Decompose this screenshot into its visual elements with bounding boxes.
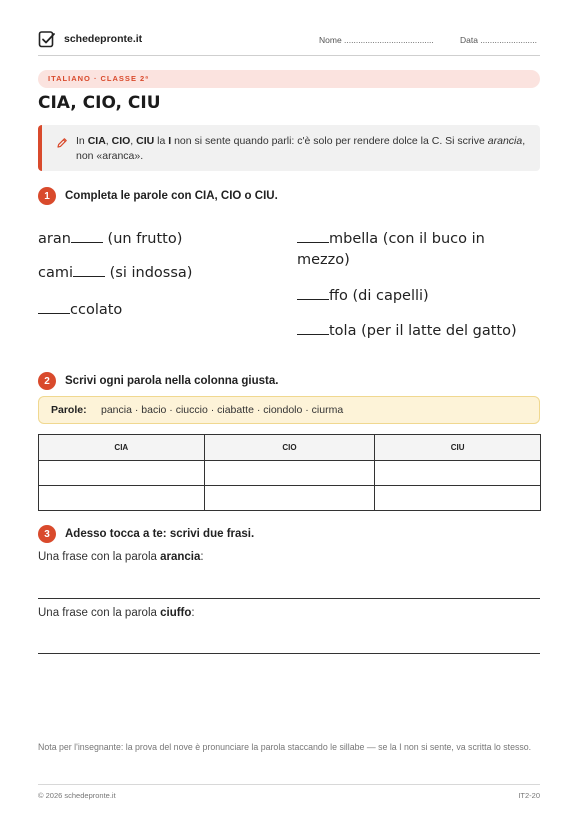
answer-blank[interactable] xyxy=(297,286,329,300)
exercise-1-heading xyxy=(38,187,278,205)
word-bank xyxy=(38,396,540,424)
answer-cell[interactable] xyxy=(39,486,205,511)
exercise-2-heading xyxy=(38,372,278,390)
column-header-cia: CIA xyxy=(39,435,205,461)
page-footer xyxy=(38,784,540,800)
sentence-prompt-1: Una frase con la parola arancia: xyxy=(38,551,204,563)
column-header-cio: CIO xyxy=(204,435,375,461)
sentence-prompt-2: Una frase con la parola ciuffo: xyxy=(38,607,195,619)
date-field[interactable]: Data ........................ xyxy=(460,35,537,45)
teacher-note: Nota per l'insegnante: la prova del nove è pronunciare la parola staccando le sillabe — se la I non si sente, va scritta lo stesso. xyxy=(38,742,532,752)
exercise-number-badge: 2 xyxy=(38,372,56,390)
subject-tag xyxy=(38,70,540,88)
rule-note xyxy=(38,125,540,171)
checklist-logo-icon xyxy=(38,30,56,48)
answer-blank[interactable] xyxy=(73,263,105,277)
answer-cell[interactable] xyxy=(39,461,205,486)
fill-word-4: mbella (con il buco in mezzo) xyxy=(297,231,485,268)
answer-cell[interactable] xyxy=(375,486,541,511)
answer-blank[interactable] xyxy=(297,229,329,243)
copyright: © 2026 schedepronte.it xyxy=(38,791,116,800)
table-row xyxy=(39,461,541,486)
word-bank-words: pancia · bacio · ciuccio · ciabatte · ciondolo · ciurma xyxy=(101,404,344,416)
exercise-1-title: Completa le parole con CIA, CIO o CIU. xyxy=(65,190,278,202)
fill-word-1: aran (un frutto) xyxy=(38,231,183,247)
exercise-2-title: Scrivi ogni parola nella colonna giusta. xyxy=(65,375,279,387)
writing-line-2[interactable] xyxy=(38,653,540,654)
answer-cell[interactable] xyxy=(204,486,375,511)
answer-cell[interactable] xyxy=(204,461,375,486)
fill-word-5: ffo (di capelli) xyxy=(297,286,429,307)
table-row xyxy=(39,486,541,511)
sheet-code: IT2-20 xyxy=(518,791,540,800)
exercise-number-badge: 1 xyxy=(38,187,56,205)
subject-tag-label: ITALIANO · CLASSE 2ª xyxy=(48,74,149,83)
logo xyxy=(38,30,142,48)
fill-word-2: cami (si indossa) xyxy=(38,265,193,281)
exercise-3-heading xyxy=(38,525,254,543)
writing-line-1[interactable] xyxy=(38,598,540,599)
word-bank-label: Parole: xyxy=(51,404,87,416)
answer-blank[interactable] xyxy=(71,229,103,243)
page-title: CIA, CIO, CIU xyxy=(38,93,161,113)
answer-blank[interactable] xyxy=(38,300,70,314)
answer-cell[interactable] xyxy=(375,461,541,486)
column-header-ciu: CIU xyxy=(375,435,541,461)
pencil-icon xyxy=(56,137,68,149)
answer-blank[interactable] xyxy=(297,321,329,335)
page-header xyxy=(38,30,540,56)
exercise-number-badge: 3 xyxy=(38,525,56,543)
logo-text: schedepronte.it xyxy=(64,33,143,45)
fill-word-3: ccolato xyxy=(38,300,122,321)
exercise-3-title: Adesso tocca a te: scrivi due frasi. xyxy=(65,528,255,540)
rule-note-text: In CIA, CIO, CIU la I non si sente quando parli: c'è solo per rendere dolce la C. Si scrive arancia, non «aranca». xyxy=(76,135,526,162)
name-field[interactable]: Nome ...................................... xyxy=(319,35,434,45)
fill-word-6: tola (per il latte del gatto) xyxy=(297,321,517,342)
sorting-table xyxy=(38,434,541,511)
